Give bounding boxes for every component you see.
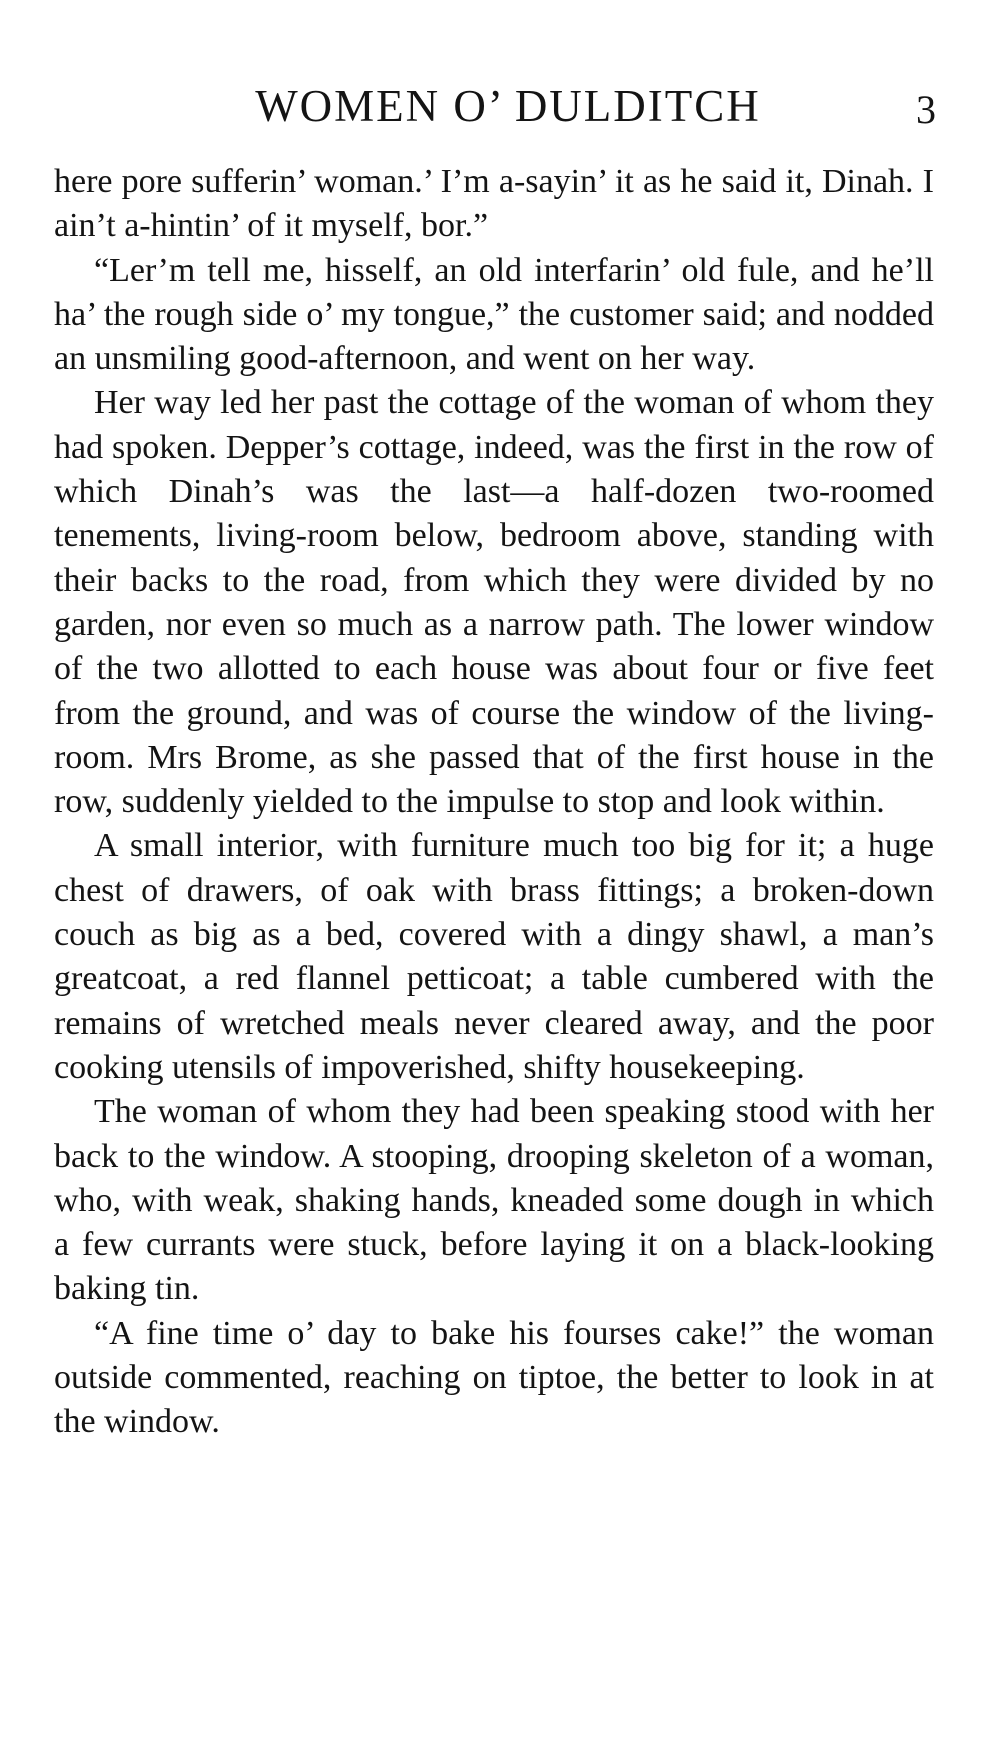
paragraph-continued: here pore sufferin’ woman.’ I’m a-sayin’ it as he said it, Dinah. I ain’t a-hintin’ of it myself, bor.” xyxy=(54,163,934,245)
running-head xyxy=(56,78,936,134)
paragraph: “Ler’m tell me, hisself, an old interfarin’ old fule, and he’ll ha’ the rough side o’ my tongue,” the customer said; and nodded an unsmiling good-afternoon, and went on her way. xyxy=(54,251,934,378)
running-title: WOMEN O’ DULDITCH xyxy=(255,81,761,131)
paragraph: The woman of whom they had been speaking stood with her back to the window. A stooping, drooping skeleton of a woman, who, with weak, shaking hands, kneaded some dough in which a few currants were stuck, before laying it on a black-looking baking tin. xyxy=(54,1093,934,1308)
paragraph: A small interior, with furniture much too big for it; a huge chest of drawers, of oak with brass fittings; a broken-down couch as big as a bed, covered with a dingy shawl, a man’s greatcoat, a red flannel petticoat; a table cumbered with the remains of wretched meals never cleared away, and the poor cooking utensils of impoverished, shifty housekeeping. xyxy=(54,827,934,1086)
page-number: 3 xyxy=(916,87,936,132)
paragraph: “A fine time o’ day to bake his fourses cake!” the woman outside commented, reaching on tiptoe, the better to look in at the window. xyxy=(54,1314,934,1441)
body-text xyxy=(54,160,934,1445)
paragraph: Her way led her past the cottage of the woman of whom they had spoken. Depper’s cottage, indeed, was the first in the row of which Dinah’s was the last—a half-dozen two-roomed tenements, living-room below, bedroom above, standing with their backs to the road, from which they were divided by no garden, nor even so much as a narrow path. The lower window of the two allotted to each house was about four or five feet from the ground, and was of course the window of the living-room. Mrs Brome, as she passed that of the first house in the row, suddenly yielded to the impulse to stop and look within. xyxy=(54,384,934,821)
